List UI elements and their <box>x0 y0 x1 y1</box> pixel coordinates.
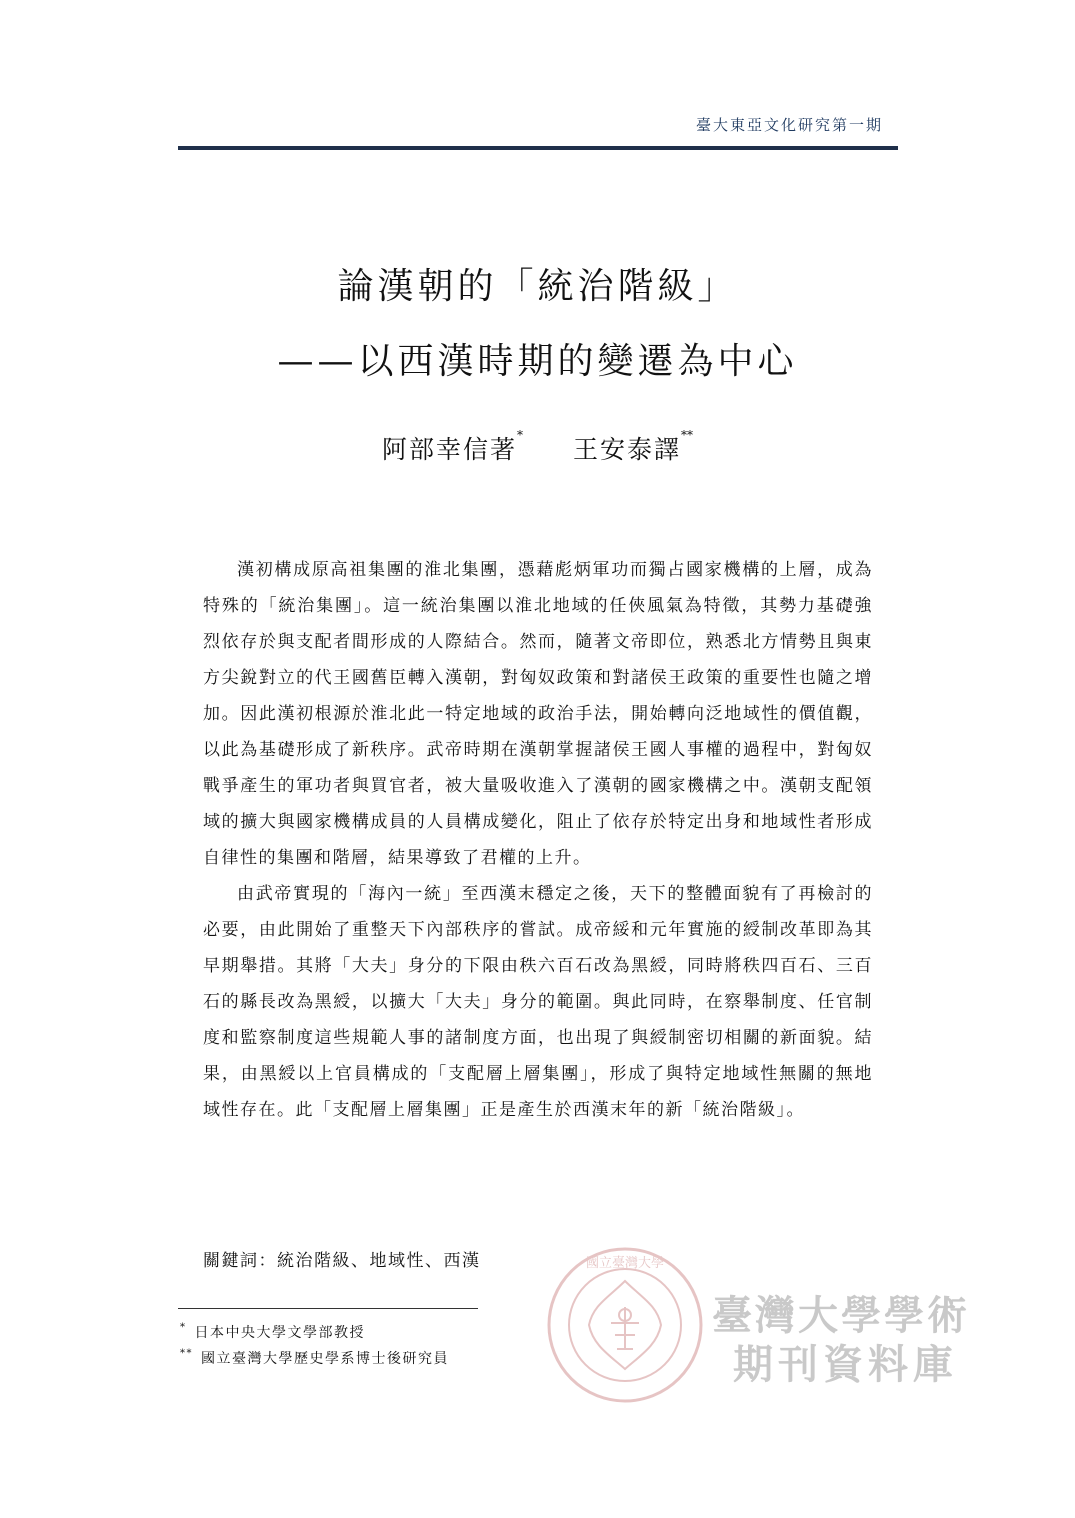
article-title: 論漢朝的「統治階級」 <box>337 266 738 307</box>
article-subtitle: ——以西漢時期的變遷為中心 <box>277 341 798 382</box>
abstract-paragraph-1: 漢初構成原高祖集團的淮北集團，憑藉彪炳軍功而獨占國家機構的上層，成為特殊的「統治集團」。這一統治集團以淮北地域的任俠風氣為特徵，其勢力基礎強烈依存於與支配者間形成的人際結合。然而，隨著文帝即位，熟悉北方情勢且與東方尖銳對立的代王國舊臣轉入漢朝，對匈奴政策和對諸侯王政策的重要性也隨之增加。因此漢初根源於淮北此一特定地域的政治手法，開始轉向泛地域性的價值觀，以此為基礎形成了新秩序。武帝時期在漢朝掌握諸侯王國人事權的過程中，對匈奴戰爭產生的軍功者與買官者，被大量吸收進入了漢朝的國家機構之中。漢朝支配領域的擴大與國家機構成員的人員構成變化，阻止了依存於特定出身和地域性者形成自律性的集團和階層，結果導致了君權的上升。 <box>203 560 873 868</box>
footnote-2-text: 國立臺灣大學歷史學系博士後研究員 <box>201 1351 449 1367</box>
footnote-1-text: 日本中央大學文學部教授 <box>194 1325 365 1341</box>
journal-name: 臺大東亞文化研究第一期 <box>695 116 883 134</box>
abstract-paragraph-2: 由武帝實現的「海內一統」至西漢末穩定之後，天下的整體面貌有了再檢討的必要，由此開始了重整天下內部秩序的嘗試。成帝綏和元年實施的綬制改革即為其早期舉措。其將「大夫」身分的下限由秩六百石改為黑綬，同時將秩四百石、三百石的縣長改為黑綬，以擴大「大夫」身分的範圍。與此同時，在察舉制度、任官制度和監察制度這些規範人事的諸制度方面，也出現了與綬制密切相關的新面貌。結果，由黑綬以上官員構成的「支配層上層集團」，形成了與特定地域性無關的無地域性存在。此「支配層上層集團」正是產生於西漢末年的新「統治階級」。 <box>203 884 873 1120</box>
header-divider <box>178 146 898 150</box>
watermark-line-1: 臺灣大學學術 <box>712 1293 970 1339</box>
seal-text: 國立臺灣大學 <box>585 1256 665 1271</box>
footnote-2 <box>180 1348 449 1368</box>
university-seal-icon <box>545 1245 705 1405</box>
author-footnote-mark: * <box>517 428 523 442</box>
watermark-line-2: 期刊資料庫 <box>733 1342 958 1388</box>
abstract <box>203 552 873 1128</box>
footnote-2-mark: ** <box>180 1348 193 1359</box>
author-line <box>0 430 1075 466</box>
footnote-1 <box>180 1322 365 1342</box>
translator-footnote-mark: ** <box>681 428 694 442</box>
author-name: 阿部幸信著 <box>381 435 517 464</box>
keywords: 關鍵詞：統治階級、地域性、西漢 <box>203 1251 481 1271</box>
translator-name: 王安泰譯 <box>573 435 682 464</box>
footnote-1-mark: * <box>180 1322 187 1333</box>
footnote-divider <box>178 1308 478 1309</box>
